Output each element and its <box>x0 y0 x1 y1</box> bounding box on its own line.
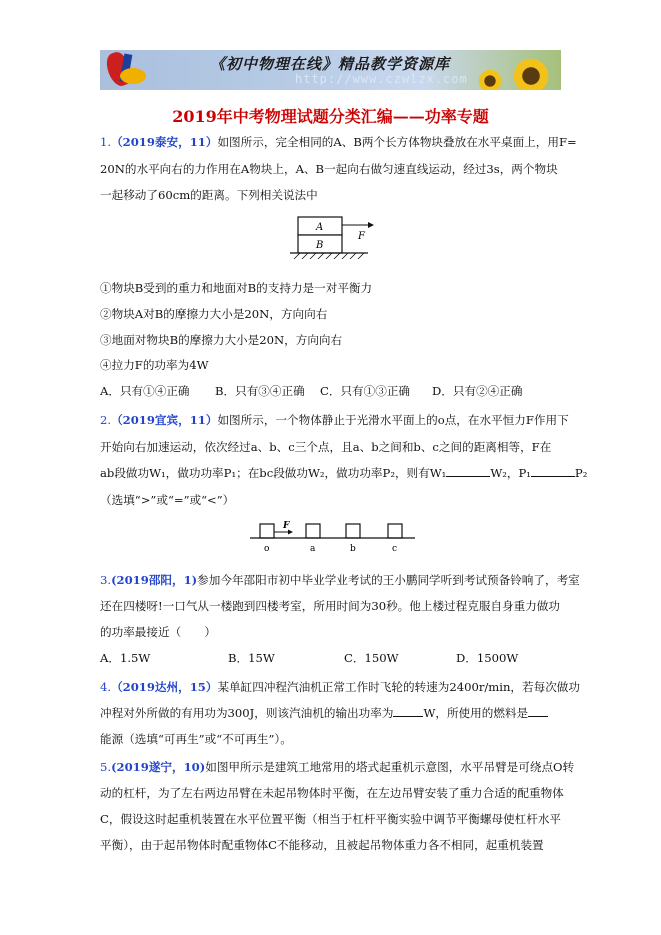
q3-option-b[interactable]: B．15W <box>228 651 275 665</box>
label-a: A <box>316 222 324 233</box>
q4-source: （2019达州，15） <box>111 680 218 694</box>
q4-text: 某单缸四冲程汽油机正常工作时飞轮的转速为2400r/min，若每次做功 <box>217 680 580 694</box>
q3-option-c[interactable]: C．150W <box>344 651 399 665</box>
q1-figure <box>290 215 380 270</box>
answer-blank-1[interactable] <box>446 466 490 477</box>
q2-number: 2. <box>100 413 112 427</box>
object-box <box>388 524 402 538</box>
label-b: B <box>316 240 324 251</box>
q2-source: （2019宜宾，11） <box>111 413 218 427</box>
q1-line2: 20N的水平向右的力作用在A物块上，A、B一起向右做匀速直线运动，经过3s，两个物块 <box>100 162 558 176</box>
q2-line3-c: P₂ <box>574 466 588 480</box>
q4-line3: 能源（选填“可再生”或“不可再生”）。 <box>100 732 292 746</box>
q2-line2: 开始向右加速运动，依次经过a、b、c三个点，且a、b之间和b、c之间的距离相等，F在 <box>100 440 552 454</box>
label-b: b <box>350 544 356 554</box>
q1-text: 如图所示，完全相同的A、B两个长方体物块叠放在水平桌面上，用F= <box>217 135 577 149</box>
label-f: F <box>358 231 365 242</box>
ground-hatch <box>294 253 364 259</box>
answer-blank-power[interactable] <box>393 706 423 717</box>
q4-number: 4. <box>100 680 112 694</box>
answer-blank-fuel[interactable] <box>528 706 548 717</box>
q3-line3: 的功率最接近（ ） <box>100 625 216 639</box>
q5-text: 如图甲所示是建筑工地常用的塔式起重机示意图，水平吊臂是可绕点O转 <box>205 760 575 774</box>
label-o: o <box>264 544 270 554</box>
q5-source: (2019遂宁，10) <box>111 760 206 774</box>
header-banner <box>100 50 561 90</box>
q2-line1 <box>100 412 569 428</box>
q5-line2: 动的杠杆，为了左右两边吊臂在未起吊物体时平衡，在左边吊臂安装了重力合适的配重物体 <box>100 786 564 800</box>
q3-number: 3. <box>100 573 112 587</box>
object-box <box>306 524 320 538</box>
sunflower-icon <box>477 68 503 90</box>
label-a: a <box>310 544 316 554</box>
q1-option-b[interactable]: B．只有③④正确 <box>215 384 305 398</box>
q1-statement-1: ①物块B受到的重力和地面对B的支持力是一对平衡力 <box>100 281 373 295</box>
arrow-head-icon <box>368 222 374 228</box>
label-f: F <box>283 521 290 531</box>
q2-line4: （选填“>”或“=”或“<”） <box>100 493 235 507</box>
q2-line3 <box>100 465 587 481</box>
q2-line3-b: W₂，P₁ <box>490 466 531 480</box>
q2-line3-a: ab段做功W₁，做功功率P₁；在bc段做功W₂，做功功率P₂，则有W₁ <box>100 466 447 480</box>
q3-source: (2019邵阳，1) <box>111 573 198 587</box>
object-box <box>346 524 360 538</box>
q4-line2-a: 冲程对外所做的有用功为300J，则该汽油机的输出功率为 <box>100 706 394 720</box>
banner-url[interactable]: http://www.czwlzx.com <box>295 72 468 86</box>
q3-option-a[interactable]: A．1.5W <box>100 651 151 665</box>
q5-line4: 平衡），由于起吊物体时配重物体C不能移动，且被起吊物体重力各不相同，起重机装置 <box>100 838 544 852</box>
q2-text: 如图所示，一个物体静止于光滑水平面上的o点，在水平恒力F作用下 <box>217 413 569 427</box>
label-c: c <box>392 544 398 554</box>
q1-option-a[interactable]: A．只有①④正确 <box>100 384 190 398</box>
q1-line3: 一起移动了60cm的距离。下列相关说法中 <box>100 188 318 202</box>
banner-title: 《初中物理在线》精品教学资源库 <box>210 55 451 73</box>
q1-line1 <box>100 134 577 150</box>
q3-line2: 还在四楼呀!一口气从一楼跑到四楼考室，所用时间为30秒。他上楼过程克服自身重力做功 <box>100 599 560 613</box>
page-title: 2019年中考物理试题分类汇编——功率专题 <box>172 107 489 126</box>
q3-text: 参加今年邵阳市初中毕业学业考试的王小鹏同学听到考试预备铃响了，考室 <box>197 573 580 587</box>
q3-line1 <box>100 572 580 588</box>
q1-option-d[interactable]: D．只有②④正确 <box>432 384 523 398</box>
q4-line2-b: W，所使用的燃料是 <box>423 706 529 720</box>
q4-line2 <box>100 705 548 721</box>
q5-number: 5. <box>100 760 112 774</box>
q1-statement-2: ②物块A对B的摩擦力大小是20N，方向向右 <box>100 307 328 321</box>
logo-swoosh <box>120 68 146 84</box>
q5-line3: C，假设这时起重机装置在水平位置平衡（相当于杠杆平衡实验中调节平衡螺母使杠杆水平 <box>100 812 562 826</box>
sunflower-icon <box>511 56 551 90</box>
q1-statement-4: ④拉力F的功率为4W <box>100 358 209 372</box>
q1-option-c[interactable]: C．只有①③正确 <box>320 384 411 398</box>
q5-line1 <box>100 759 574 775</box>
q1-number: 1. <box>100 135 112 149</box>
object-box <box>260 524 274 538</box>
q3-option-d[interactable]: D．1500W <box>456 651 519 665</box>
q1-statement-3: ③地面对物块B的摩擦力大小是20N，方向向右 <box>100 333 343 347</box>
q4-line1 <box>100 679 580 695</box>
q2-figure <box>250 520 420 556</box>
answer-blank-2[interactable] <box>531 466 575 477</box>
q1-source: （2019泰安，11） <box>111 135 218 149</box>
